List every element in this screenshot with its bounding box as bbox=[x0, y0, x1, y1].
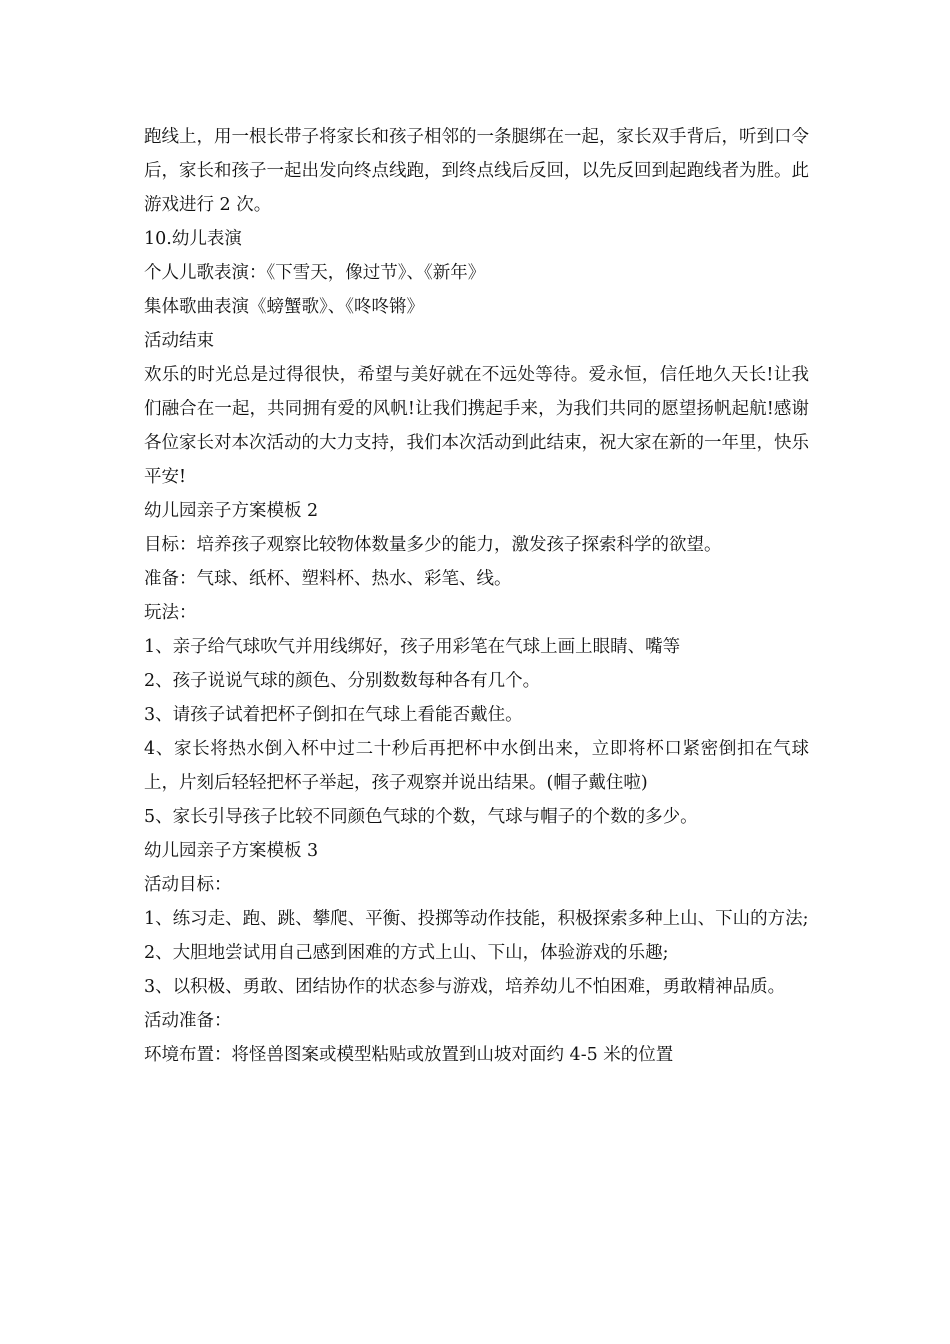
paragraph-game-rules: 跑线上，用一根长带子将家长和孩子相邻的一条腿绑在一起，家长双手背后，听到口令后，家长和孩子一起出发向终点线跑，到终点线后反回，以先反回到起跑线者为胜。此游戏进行 2 次。 bbox=[144, 127, 809, 215]
heading-activity-goals: 活动目标： bbox=[144, 875, 232, 895]
heading-template-2: 幼儿园亲子方案模板 2 bbox=[144, 501, 319, 521]
heading-activity-end: 活动结束 bbox=[144, 331, 214, 351]
list-item-goal-2: 2、大胆地尝试用自己感到困难的方式上山、下山，体验游戏的乐趣; bbox=[144, 943, 669, 963]
paragraph-environment-setup: 环境布置：将怪兽图案或模型粘贴或放置到山坡对面约 4-5 米的位置 bbox=[144, 1045, 674, 1065]
paragraph-group-song: 集体歌曲表演《螃蟹歌》、《咚咚锵》 bbox=[144, 297, 424, 317]
heading-template-3: 幼儿园亲子方案模板 3 bbox=[144, 841, 319, 861]
list-item-step-3: 3、请孩子试着把杯子倒扣在气球上看能否戴住。 bbox=[144, 705, 523, 725]
paragraph-materials: 准备：气球、纸杯、塑料杯、热水、彩笔、线。 bbox=[144, 569, 512, 589]
list-item-step-2: 2、孩子说说气球的颜色、分别数数每种各有几个。 bbox=[144, 671, 541, 691]
heading-how-to-play: 玩法： bbox=[144, 603, 197, 623]
paragraph-solo-song: 个人儿歌表演：《下雪天，像过节》、《新年》 bbox=[144, 263, 486, 283]
heading-child-performance: 10.幼儿表演 bbox=[144, 229, 242, 249]
heading-activity-preparation: 活动准备： bbox=[144, 1011, 232, 1031]
list-item-step-5: 5、家长引导孩子比较不同颜色气球的个数，气球与帽子的个数的多少。 bbox=[144, 807, 698, 827]
list-item-step-1: 1、亲子给气球吹气并用线绑好，孩子用彩笔在气球上画上眼睛、嘴等 bbox=[144, 637, 681, 657]
paragraph-goal: 目标：培养孩子观察比较物体数量多少的能力，激发孩子探索科学的欲望。 bbox=[144, 535, 722, 555]
list-item-goal-3: 3、以积极、勇敢、团结协作的状态参与游戏，培养幼儿不怕困难，勇敢精神品质。 bbox=[144, 977, 786, 997]
paragraph-closing-remarks: 欢乐的时光总是过得很快，希望与美好就在不远处等待。爱永恒，信任地久天长!让我们融合在一起，共同拥有爱的风帆!让我们携起手来，为我们共同的愿望扬帆起航!感谢各位家长对本次活动的大力支持，我们本次活动到此结束，祝大家在新的一年里，快乐平安! bbox=[144, 365, 809, 487]
document-body bbox=[144, 120, 809, 1072]
list-item-step-4: 4、家长将热水倒入杯中过二十秒后再把杯中水倒出来，立即将杯口紧密倒扣在气球上，片刻后轻轻把杯子举起，孩子观察并说出结果。(帽子戴住啦) bbox=[144, 739, 809, 793]
list-item-goal-1: 1、练习走、跑、跳、攀爬、平衡、投掷等动作技能，积极探索多种上山、下山的方法; bbox=[144, 909, 809, 929]
